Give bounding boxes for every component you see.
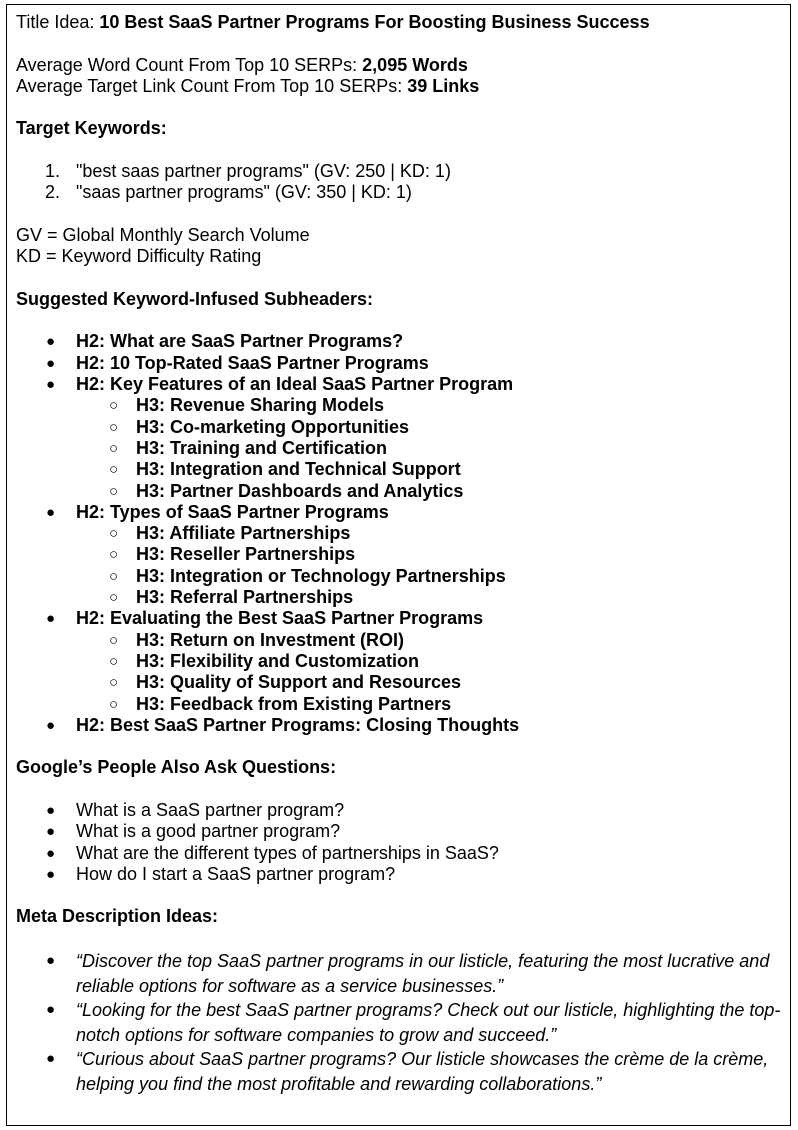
circle-bullet-icon: ○ (109, 525, 119, 543)
bullet-icon: ● (46, 354, 56, 372)
circle-bullet-icon: ○ (109, 418, 119, 436)
legend-kd: KD = Keyword Difficulty Rating (16, 246, 262, 267)
circle-bullet-icon: ○ (109, 439, 119, 457)
h3-item: ○ H3: Revenue Sharing Models (109, 395, 385, 416)
bullet-icon: ● (46, 333, 56, 351)
h3-item: ○ H3: Feedback from Existing Partners (109, 693, 452, 714)
document-frame (6, 4, 791, 1126)
h3-item: ○ H3: Flexibility and Customization (109, 650, 420, 671)
link-count-value: 39 Links (407, 75, 480, 96)
h3-item: ○ H3: Integration and Technical Support (109, 459, 461, 480)
bullet-icon: ● (46, 1050, 56, 1068)
word-count-label: Average Word Count From Top 10 SERPs: (16, 54, 363, 75)
circle-bullet-icon: ○ (109, 695, 119, 713)
h3-item: ○ H3: Referral Partnerships (109, 587, 354, 608)
paa-item: ● What is a SaaS partner program? (46, 799, 345, 820)
circle-bullet-icon: ○ (109, 567, 119, 585)
h3-item: ○ H3: Partner Dashboards and Analytics (109, 480, 464, 501)
legend-gv: GV = Global Monthly Search Volume (16, 224, 310, 245)
h2-item: ● H2: Types of SaaS Partner Programs ○ H3: Affiliate Partnerships ○ H3: Reseller Partnerships ○ H3: Integration or Technology Partnerships ○ H3: Referral Partnerships (16, 502, 782, 608)
circle-bullet-icon: ○ (109, 461, 119, 479)
h3-item: ○ H3: Reseller Partnerships (109, 544, 356, 565)
keyword-item: 2. "saas partner programs" (GV: 350 | KD: 1) (45, 182, 412, 203)
bullet-icon: ● (46, 865, 56, 883)
document-body (16, 12, 782, 1096)
link-count-line (16, 76, 782, 97)
h3-item: ○ H3: Training and Certification (109, 437, 388, 458)
circle-bullet-icon: ○ (109, 482, 119, 500)
circle-bullet-icon: ○ (109, 652, 119, 670)
keyword-list (16, 161, 782, 204)
meta-list (16, 949, 782, 1096)
word-count-line (16, 55, 782, 76)
h3-item: ○ H3: Quality of Support and Resources (109, 672, 462, 693)
h2-item: ● H2: Best SaaS Partner Programs: Closing Thoughts (46, 714, 520, 735)
subheader-list (16, 331, 782, 736)
bullet-icon: ● (46, 503, 56, 521)
circle-bullet-icon: ○ (109, 397, 119, 415)
h3-item: ○ H3: Return on Investment (ROI) (109, 629, 405, 650)
circle-bullet-icon: ○ (109, 589, 119, 607)
keyword-item: 1. "best saas partner programs" (GV: 250 | KD: 1) (45, 161, 451, 182)
bullet-icon: ● (46, 716, 56, 734)
h2-item: ● H2: What are SaaS Partner Programs? (46, 331, 404, 352)
word-count-value: 2,095 Words (362, 54, 468, 75)
title-idea-label: Title Idea: (16, 12, 100, 32)
circle-bullet-icon: ○ (109, 631, 119, 649)
meta-item: ● “Discover the top SaaS partner programs in our listicle, featuring the most lucrative and reliable options for software as a service businesses.” (46, 951, 770, 996)
meta-item: ● “Looking for the best SaaS partner programs? Check out our listicle, highlighting the top-notch options for software companies to grow and succeed.” (46, 1000, 781, 1045)
h3-item: ○ H3: Affiliate Partnerships (109, 523, 351, 544)
title-idea-line (16, 12, 782, 33)
bullet-icon: ● (46, 823, 56, 841)
meta-heading: Meta Description Ideas: (16, 906, 219, 927)
paa-item: ● What are the different types of partnerships in SaaS? (46, 842, 499, 863)
paa-item: ● What is a good partner program? (46, 821, 341, 842)
bullet-icon: ● (46, 376, 56, 394)
bullet-icon: ● (46, 844, 56, 862)
paa-heading: Google’s People Also Ask Questions: (16, 757, 337, 778)
paa-item: ● How do I start a SaaS partner program? (46, 863, 396, 884)
target-keywords-heading: Target Keywords: (16, 118, 167, 139)
link-count-label: Average Target Link Count From Top 10 SERPs: (16, 75, 408, 96)
bullet-icon: ● (46, 610, 56, 628)
h3-item: ○ H3: Co-marketing Opportunities (109, 416, 410, 437)
circle-bullet-icon: ○ (109, 674, 119, 692)
h3-item: ○ H3: Integration or Technology Partnerships (109, 565, 506, 586)
meta-item: ● “Curious about SaaS partner programs? Our listicle showcases the crème de la crème, helping you find the most profitable and rewarding collaborations.” (46, 1049, 769, 1094)
h2-item: ● H2: Key Features of an Ideal SaaS Partner Program ○ H3: Revenue Sharing Models ○ H3: Co-marketing Opportunities ○ H3: Training and Certification ○ H3: Integration and Technical Support ○ H3: Partner Dashboards and Analytics (16, 374, 782, 502)
bullet-icon: ● (46, 801, 56, 819)
bullet-icon: ● (46, 1001, 56, 1019)
h2-item: ● H2: 10 Top-Rated SaaS Partner Programs (46, 352, 429, 373)
circle-bullet-icon: ○ (109, 546, 119, 564)
title-idea-value: 10 Best SaaS Partner Programs For Boosting Business Success (99, 12, 650, 32)
h2-item: ● H2: Evaluating the Best SaaS Partner Programs ○ H3: Return on Investment (ROI) ○ H3: Flexibility and Customization ○ H3: Quality of Support and Resources ○ H3: Feedback from Existing Partners (16, 608, 782, 714)
paa-list (16, 800, 782, 885)
bullet-icon: ● (46, 952, 56, 970)
subheaders-heading: Suggested Keyword-Infused Subheaders: (16, 288, 374, 309)
